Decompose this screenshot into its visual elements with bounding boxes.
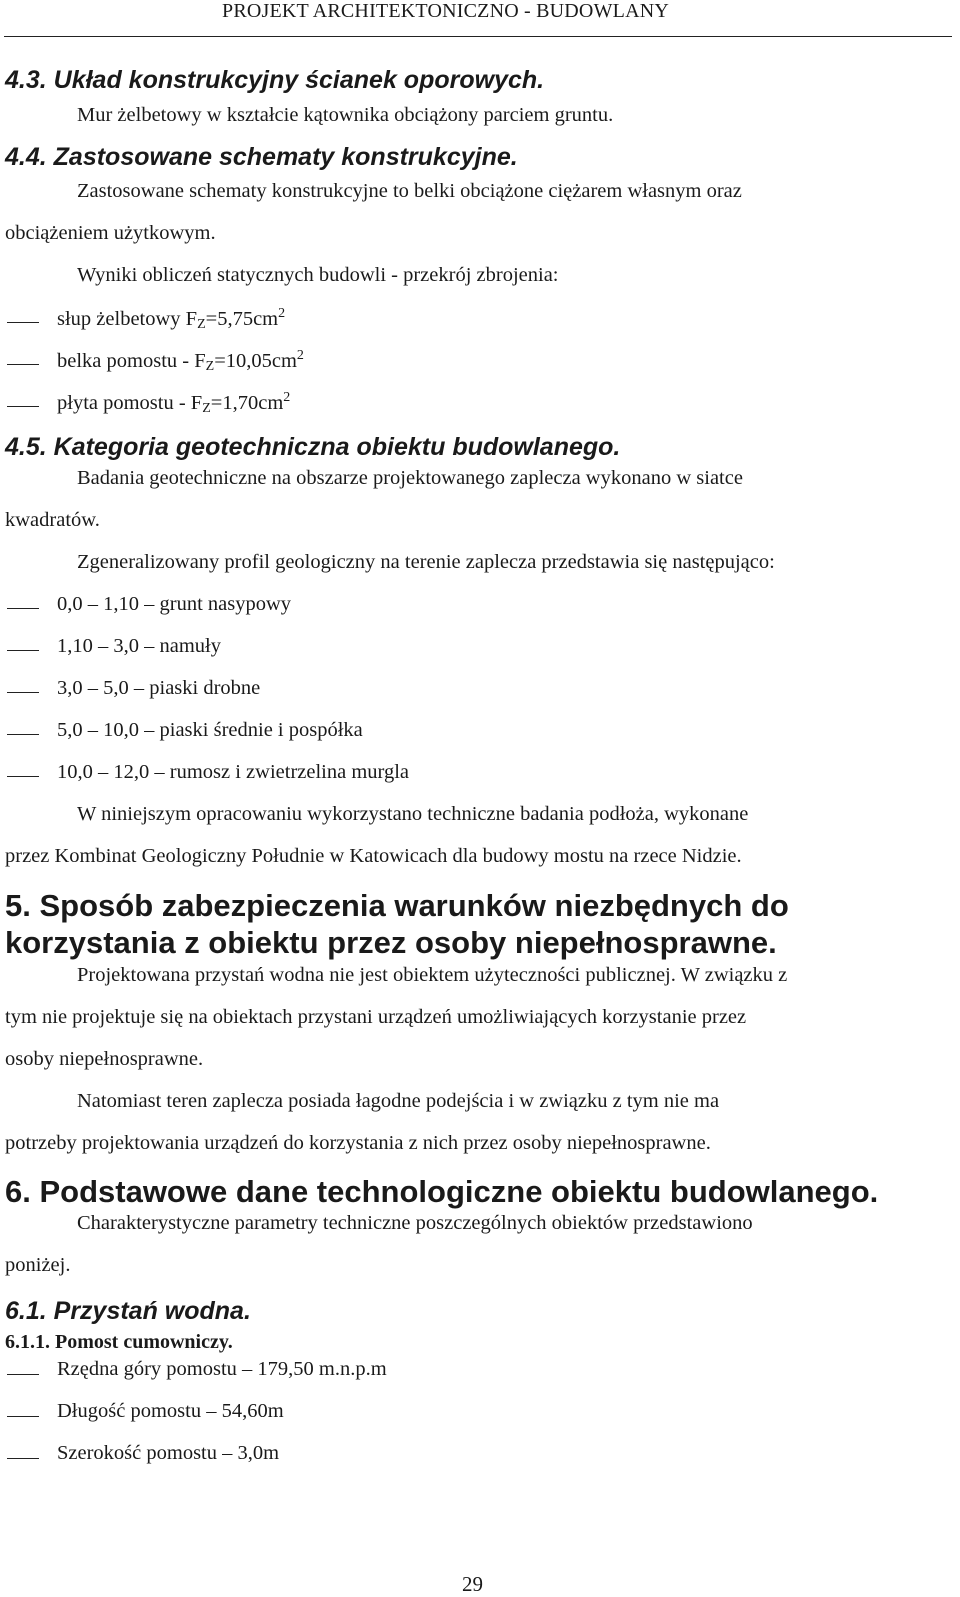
list-dash: [7, 692, 39, 693]
paragraph-5-1-line2: tym nie projektuje się na obiektach przystani urządzeń umożliwiających korzystanie przez: [5, 1006, 747, 1028]
pier-item-length: Długość pomostu – 54,60m: [57, 1400, 284, 1422]
list-dash: [7, 1374, 39, 1375]
profile-intro: Zgeneralizowany profil geologiczny na terenie zaplecza przedstawia się następująco:: [77, 551, 775, 573]
paragraph-4-5-line2: kwadratów.: [5, 509, 100, 531]
list-dash: [7, 364, 39, 365]
list-dash: [7, 322, 39, 323]
paragraph-5-2-line1: Natomiast teren zaplecza posiada łagodne podejścia i w związku z tym nie ma: [77, 1090, 720, 1112]
paragraph-4-4-line2: obciążeniem użytkowym.: [5, 222, 216, 244]
profile-item: 10,0 – 12,0 – rumosz i zwietrzelina murgla: [57, 761, 410, 783]
header-rule: [4, 36, 952, 37]
paragraph-6-line2: poniżej.: [5, 1254, 71, 1276]
running-header: PROJEKT ARCHITEKTONICZNO - BUDOWLANY: [222, 0, 670, 22]
results-intro: Wyniki obliczeń statycznych budowli - przekrój zbrojenia:: [77, 264, 559, 286]
heading-5-line1: 5. Sposób zabezpieczenia warunków niezbędnych do: [5, 888, 789, 923]
heading-4-3: 4.3. Układ konstrukcyjny ścianek oporowych.: [5, 66, 545, 94]
list-dash: [7, 1416, 39, 1417]
profile-item: 3,0 – 5,0 – piaski drobne: [57, 677, 261, 699]
paragraph-6-line1: Charakterystyczne parametry techniczne poszczególnych obiektów przedstawiono: [77, 1212, 753, 1234]
heading-4-5: 4.5. Kategoria geotechniczna obiektu budowlanego.: [5, 433, 621, 461]
paragraph-4-5-line1: Badania geotechniczne na obszarze projektowanego zaplecza wykonano w siatce: [77, 467, 743, 489]
profile-item: 5,0 – 10,0 – piaski średnie i pospółka: [57, 719, 363, 741]
closing-line1: W niniejszym opracowaniu wykorzystano techniczne badania podłoża, wykonane: [77, 803, 749, 825]
list-dash: [7, 776, 39, 777]
list-dash: [7, 650, 39, 651]
list-dash: [7, 406, 39, 407]
profile-item: 1,10 – 3,0 – namuły: [57, 635, 221, 657]
pier-item-elevation: Rzędna góry pomostu – 179,50 m.n.p.m: [57, 1358, 387, 1380]
result-item-beam: belka pomostu - $F_Z=10,05cm^2$: [57, 348, 304, 374]
page-number: 29: [462, 1572, 483, 1596]
pier-item-width: Szerokość pomostu – 3,0m: [57, 1442, 280, 1464]
heading-6-1-1: 6.1.1. Pomost cumowniczy.: [5, 1331, 233, 1353]
result-item-slab: płyta pomostu - $F_Z=1,70cm^2$: [57, 390, 291, 416]
result-item-column: słup żelbetowy $F_Z=5,75cm^2$: [57, 306, 286, 332]
heading-6: 6. Podstawowe dane technologiczne obiektu budowlanego.: [5, 1174, 879, 1209]
paragraph-5-1-line3: osoby niepełnosprawne.: [5, 1048, 204, 1070]
heading-5-line2: korzystania z obiektu przez osoby niepełnosprawne.: [5, 925, 777, 960]
list-dash: [7, 1458, 39, 1459]
paragraph-4-3: Mur żelbetowy w kształcie kątownika obciążony parciem gruntu.: [77, 104, 614, 126]
closing-line2: przez Kombinat Geologiczny Południe w Katowicach dla budowy mostu na rzece Nidzie.: [5, 845, 742, 867]
paragraph-5-1-line1: Projektowana przystań wodna nie jest obiektem użyteczności publicznej. W związku z: [77, 964, 788, 986]
paragraph-4-4-line1: Zastosowane schematy konstrukcyjne to belki obciążone ciężarem własnym oraz: [77, 180, 742, 202]
heading-6-1: 6.1. Przystań wodna.: [5, 1297, 251, 1325]
list-dash: [7, 608, 39, 609]
heading-4-4: 4.4. Zastosowane schematy konstrukcyjne.: [5, 143, 518, 171]
list-dash: [7, 734, 39, 735]
paragraph-5-2-line2: potrzeby projektowania urządzeń do korzystania z nich przez osoby niepełnosprawne.: [5, 1132, 711, 1154]
profile-item: 0,0 – 1,10 – grunt nasypowy: [57, 593, 292, 615]
